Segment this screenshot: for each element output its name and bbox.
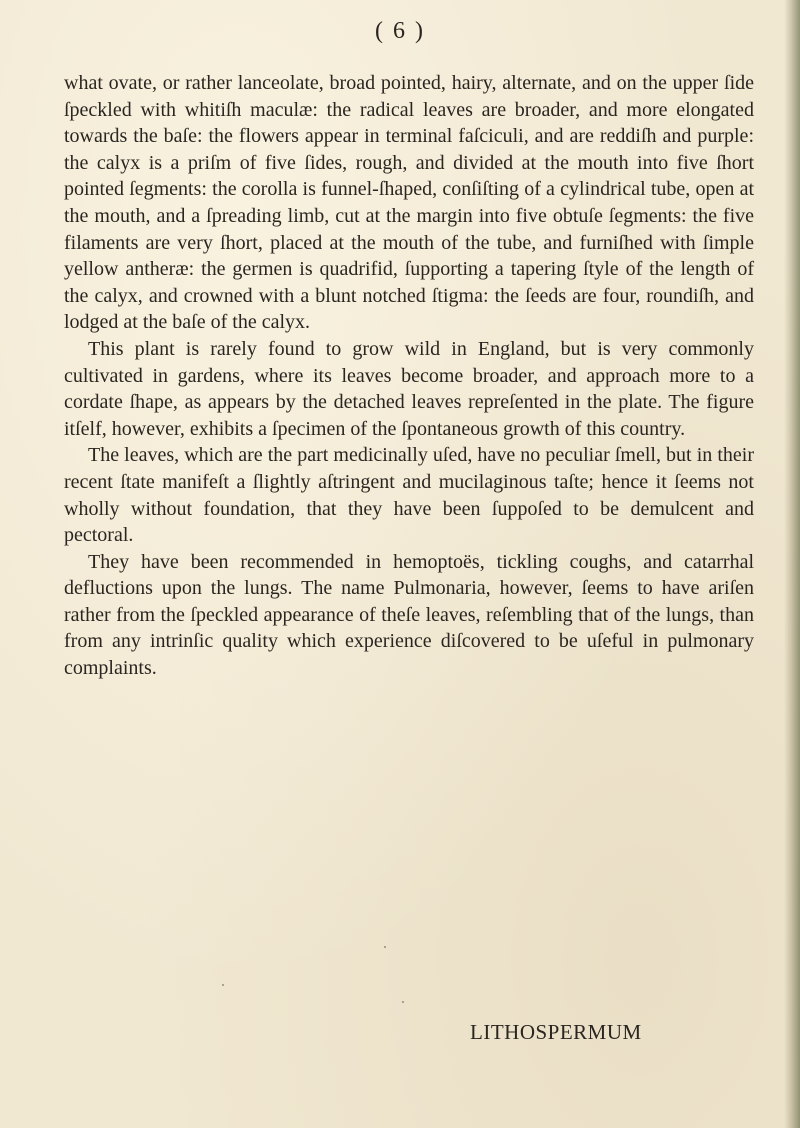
paper-speck — [222, 984, 224, 986]
page-number: ( 6 ) — [375, 18, 425, 44]
body-text — [64, 70, 754, 682]
paragraph-uses: They have been recommended in hemoptoës, tickling coughs, and catarrhal defluctions upon the lungs. The name Pulmonaria, however, ſeems to have ariſen rather from the ſpeckled appearance of theſe leaves, reſembling that of the lungs, than from any intrinſic quality which experience diſcovered to be uſeful in pulmonary complaints. — [64, 550, 754, 680]
paragraph-leaves: The leaves, which are the part medicinally uſed, have no peculiar ſmell, but in their recent ſtate manifeſt a ſlightly aſtringent and mucilaginous taſte; hence it ſeems not wholly without foundation, that they have been ſuppoſed to be demulcent and pectoral. — [64, 444, 754, 547]
catchword: LITHOSPERMUM — [470, 1020, 642, 1044]
page-edge-shadow — [784, 0, 800, 1128]
paragraph-continuation: what ovate, or rather lanceolate, broad pointed, hairy, alternate, and on the upper ſide ſpeckled with whitiſh maculæ: the radical leaves are broader, and more elongated towards the baſe: the flowers appear in terminal faſciculi, and are reddiſh and purple: the calyx is a priſm of five ſides, rough, and divided at the mouth into five ſhort pointed ſegments: the corolla is funnel-ſhaped, conſiſting of a cylindrical tube, open at the mouth, and a ſpreading limb, cut at the margin into five obtuſe ſegments: the five filaments are very ſhort, placed at the mouth of the tube, and furniſhed with ſimple yellow antheræ: the germen is quadrifid, ſupporting a tapering ſtyle of the length of the calyx, and crowned with a blunt notched ſtigma: the ſeeds are four, roundiſh, and lodged at the baſe of the calyx. — [64, 72, 754, 334]
paper-speck — [384, 946, 386, 948]
paragraph-cultivation: This plant is rarely found to grow wild in England, but is very commonly cultivated in gardens, where its leaves become broader, and approach more to a cordate ſhape, as appears by the detached leaves repreſented in the plate. The figure itſelf, however, exhibits a ſpecimen of the ſpontaneous growth of this country. — [64, 337, 754, 440]
paper-speck — [402, 1001, 404, 1003]
